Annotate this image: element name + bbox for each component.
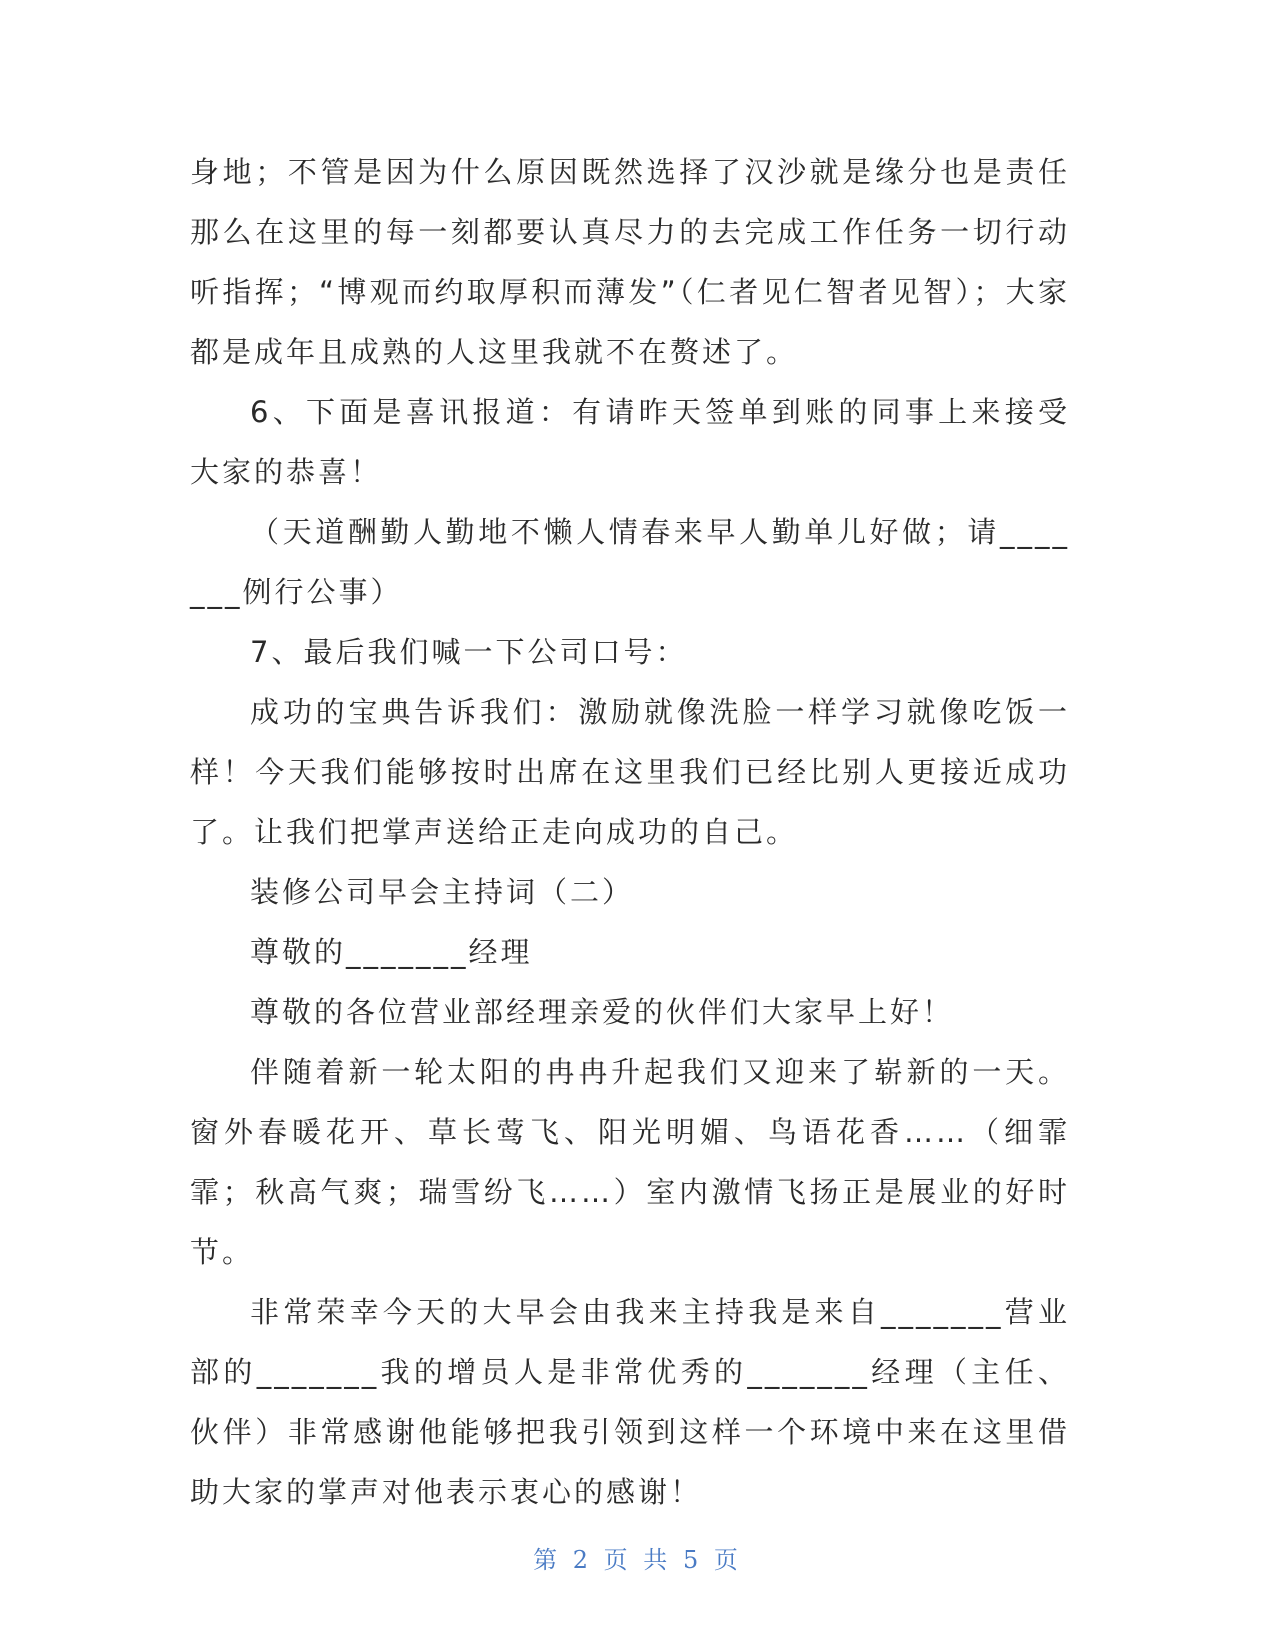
salutation-manager: 尊敬的_______经理	[250, 935, 533, 969]
salutation-greeting: 尊敬的各位营业部经理亲爱的伙伴们大家早上好！	[250, 995, 955, 1029]
paragraph-item-6: 6、下面是喜讯报道：有请昨天签单到账的同事上来接受大家的恭喜！	[190, 395, 1070, 489]
paragraph-slogan: 成功的宝典告诉我们：激励就像洗脸一样学习就像吃饭一样！今天我们能够按时出席在这里我们已经比别人更接近成功了。让我们把掌声送给正走向成功的自己。	[190, 695, 1070, 849]
document-body	[190, 142, 1070, 1522]
paragraph-continuation: 身地；不管是因为什么原因既然选择了汉沙就是缘分也是责任那么在这里的每一刻都要认真尽力的去完成工作任务一切行动听指挥；“博观而约取厚积而薄发”（仁者见仁智者见智）；大家都是成年且成熟的人这里我就不在赘述了。	[190, 155, 1070, 369]
paragraph-opening: 伴随着新一轮太阳的冉冉升起我们又迎来了崭新的一天。窗外春暖花开、草长莺飞、阳光明媚、鸟语花香……（细霏霏；秋高气爽；瑞雪纷飞……）室内激情飞扬正是展业的好时节。	[190, 1055, 1070, 1269]
paragraph-note: （天道酬勤人勤地不懒人情春来早人勤单儿好做；请_______例行公事）	[190, 515, 1070, 609]
section-title: 装修公司早会主持词（二）	[250, 875, 635, 909]
paragraph-host-intro: 非常荣幸今天的大早会由我来主持我是来自_______营业部的_______我的增员人是非常优秀的_______经理（主任、伙伴）非常感谢他能够把我引领到这样一个环境中来在这里借助大家的掌声对他表示衷心的感谢！	[190, 1295, 1070, 1509]
page-number-footer: 第 2 页 共 5 页	[533, 1546, 742, 1574]
paragraph-item-7: 7、最后我们喊一下公司口号：	[250, 635, 688, 669]
